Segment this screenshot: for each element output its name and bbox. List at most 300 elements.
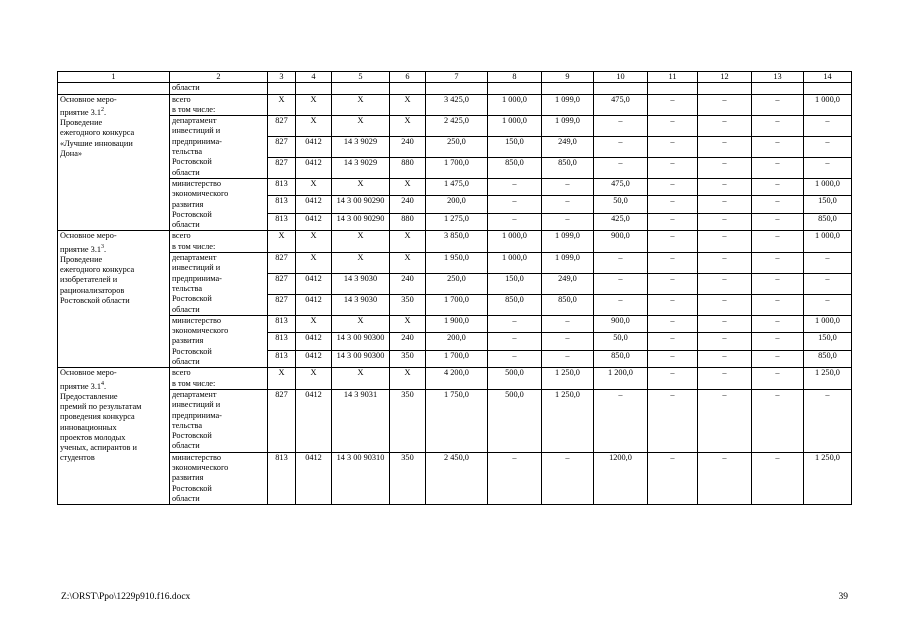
cell-line: экономического xyxy=(172,462,229,472)
cell-line: Ростовской xyxy=(172,346,212,356)
cell-line: предпринима- xyxy=(172,410,222,420)
value-cell: 813 xyxy=(268,350,296,368)
value-cell: 150,0 xyxy=(804,196,852,213)
executor-cell xyxy=(170,231,268,253)
value-cell: 0412 xyxy=(296,294,332,315)
cell-line xyxy=(60,242,167,255)
value-cell: – xyxy=(752,196,804,213)
value-cell: 813 xyxy=(268,196,296,213)
value-cell: – xyxy=(542,213,594,231)
empty-cell xyxy=(426,83,488,94)
value-cell: 250,0 xyxy=(426,137,488,158)
value-cell: 14 3 9029 xyxy=(332,158,390,179)
value-cell: 1 700,0 xyxy=(426,294,488,315)
value-cell: – xyxy=(698,452,752,504)
value-cell: – xyxy=(752,137,804,158)
value-cell: – xyxy=(752,178,804,195)
punctuation: . xyxy=(104,244,107,254)
value-cell: – xyxy=(542,178,594,195)
value-cell: 813 xyxy=(268,333,296,350)
cell-line: области xyxy=(172,357,200,367)
value-cell: – xyxy=(804,158,852,179)
column-number: 5 xyxy=(332,72,390,83)
value-cell: – xyxy=(542,315,594,332)
value-cell: 350 xyxy=(390,350,426,368)
value-cell: Х xyxy=(390,368,426,390)
value-cell: 2 450,0 xyxy=(426,452,488,504)
event-number: приятие 3.1 xyxy=(60,244,102,254)
table-row xyxy=(58,178,852,195)
cell-line: экономического xyxy=(172,189,229,199)
event-number: приятие 3.1 xyxy=(60,381,102,391)
value-cell: – xyxy=(698,231,752,253)
value-cell: 1 000,0 xyxy=(488,116,542,137)
value-cell: Х xyxy=(296,315,332,332)
value-cell: – xyxy=(648,116,698,137)
value-cell: – xyxy=(804,253,852,274)
value-cell: 827 xyxy=(268,137,296,158)
value-cell: – xyxy=(752,213,804,231)
value-cell: 240 xyxy=(390,333,426,350)
value-cell: 827 xyxy=(268,253,296,274)
value-cell: 1 000,0 xyxy=(804,231,852,253)
cell-line: Ростовской xyxy=(172,294,212,304)
cell-line: проведения конкурса xyxy=(60,412,135,422)
value-cell: – xyxy=(698,273,752,294)
value-cell: – xyxy=(698,116,752,137)
value-cell: – xyxy=(752,294,804,315)
executor-cell xyxy=(170,452,268,504)
value-cell: 350 xyxy=(390,294,426,315)
value-cell: 1 475,0 xyxy=(426,178,488,195)
value-cell: Х xyxy=(390,178,426,195)
value-cell: 1 099,0 xyxy=(542,253,594,274)
value-cell: 827 xyxy=(268,116,296,137)
value-cell: – xyxy=(542,350,594,368)
cell-line: Дона» xyxy=(60,148,83,158)
column-number: 13 xyxy=(752,72,804,83)
value-cell: 4 200,0 xyxy=(426,368,488,390)
cell-line: инвестиций и xyxy=(172,400,221,410)
value-cell: Х xyxy=(268,231,296,253)
cell-line: Ростовской xyxy=(172,209,212,219)
value-cell: – xyxy=(752,368,804,390)
column-number: 7 xyxy=(426,72,488,83)
value-cell: Х xyxy=(390,116,426,137)
value-cell: 240 xyxy=(390,196,426,213)
value-cell: 850,0 xyxy=(488,294,542,315)
value-cell: – xyxy=(488,196,542,213)
value-cell: 1 000,0 xyxy=(804,94,852,116)
value-cell: Х xyxy=(332,368,390,390)
value-cell: – xyxy=(752,116,804,137)
value-cell: – xyxy=(752,273,804,294)
value-cell: – xyxy=(752,315,804,332)
value-cell: 813 xyxy=(268,213,296,231)
value-cell: 1 250,0 xyxy=(804,368,852,390)
cell-line: студентов xyxy=(60,453,95,463)
value-cell: – xyxy=(648,231,698,253)
cell-line: тельства xyxy=(172,283,203,293)
cell-line: министерство xyxy=(172,315,222,325)
value-cell: 14 3 00 90290 xyxy=(332,213,390,231)
value-cell: 150,0 xyxy=(488,137,542,158)
value-cell: – xyxy=(698,213,752,231)
value-cell: – xyxy=(752,94,804,116)
cell-line: проектов молодых xyxy=(60,432,126,442)
value-cell: – xyxy=(648,368,698,390)
value-cell: – xyxy=(648,178,698,195)
value-cell: 425,0 xyxy=(594,213,648,231)
cell-line: департамент xyxy=(172,389,217,399)
value-cell: – xyxy=(648,315,698,332)
value-cell: 0412 xyxy=(296,273,332,294)
cell-line: Ростовской xyxy=(172,431,212,441)
value-cell: – xyxy=(752,333,804,350)
value-cell: 827 xyxy=(268,294,296,315)
total-row xyxy=(58,231,852,253)
value-cell: Х xyxy=(296,94,332,116)
cell-line: области xyxy=(172,167,200,177)
value-cell: – xyxy=(594,273,648,294)
value-cell: – xyxy=(648,213,698,231)
value-cell: 3 850,0 xyxy=(426,231,488,253)
value-cell: 500,0 xyxy=(488,368,542,390)
cell-line: тельства xyxy=(172,420,203,430)
value-cell: 1 750,0 xyxy=(426,389,488,452)
value-cell: 1 700,0 xyxy=(426,350,488,368)
cell-line: предпринима- xyxy=(172,273,222,283)
value-cell: 900,0 xyxy=(594,315,648,332)
cell-line: в том числе: xyxy=(172,104,216,114)
column-number: 12 xyxy=(698,72,752,83)
empty-cell xyxy=(268,83,296,94)
value-cell: – xyxy=(698,137,752,158)
value-cell: 14 3 00 90300 xyxy=(332,350,390,368)
value-cell: 0412 xyxy=(296,350,332,368)
empty-cell xyxy=(752,83,804,94)
value-cell: 850,0 xyxy=(804,213,852,231)
punctuation: . xyxy=(104,107,107,117)
value-cell: 1 250,0 xyxy=(804,452,852,504)
executor-cell xyxy=(170,116,268,179)
column-number: 14 xyxy=(804,72,852,83)
cell-line: области xyxy=(172,304,200,314)
value-cell: 813 xyxy=(268,452,296,504)
executor-cell xyxy=(170,94,268,116)
value-cell: – xyxy=(698,158,752,179)
value-cell: – xyxy=(488,178,542,195)
value-cell: Х xyxy=(268,94,296,116)
cell-line: премий по результатам xyxy=(60,401,142,411)
value-cell: 0412 xyxy=(296,452,332,504)
value-cell: 250,0 xyxy=(426,273,488,294)
value-cell: 850,0 xyxy=(542,294,594,315)
executor-cell xyxy=(170,389,268,452)
cell-line: всего xyxy=(172,231,191,241)
value-cell: Х xyxy=(332,116,390,137)
value-cell: – xyxy=(804,389,852,452)
cell-line: всего xyxy=(172,94,191,104)
value-cell: 14 3 00 90300 xyxy=(332,333,390,350)
value-cell: – xyxy=(698,315,752,332)
table-row xyxy=(58,253,852,274)
value-cell: – xyxy=(488,350,542,368)
value-cell: 813 xyxy=(268,315,296,332)
value-cell: 0412 xyxy=(296,213,332,231)
value-cell: 0412 xyxy=(296,158,332,179)
value-cell: 1 700,0 xyxy=(426,158,488,179)
value-cell: Х xyxy=(296,178,332,195)
value-cell: 1 000,0 xyxy=(804,315,852,332)
value-cell: – xyxy=(804,273,852,294)
value-cell: 1 099,0 xyxy=(542,231,594,253)
value-cell: – xyxy=(648,333,698,350)
column-number: 4 xyxy=(296,72,332,83)
value-cell: Х xyxy=(296,231,332,253)
value-cell: 14 3 9031 xyxy=(332,389,390,452)
value-cell: – xyxy=(648,94,698,116)
value-cell: Х xyxy=(332,315,390,332)
header-row xyxy=(58,72,852,83)
cell-line: развития xyxy=(172,199,204,209)
cell-line: департамент xyxy=(172,253,217,263)
value-cell: 1200,0 xyxy=(594,452,648,504)
cell-line: развития xyxy=(172,336,204,346)
value-cell: 475,0 xyxy=(594,178,648,195)
value-cell: Х xyxy=(390,94,426,116)
value-cell: – xyxy=(752,350,804,368)
cell-line: рационализаторов xyxy=(60,285,125,295)
cell-line: в том числе: xyxy=(172,241,216,251)
event-name-cell xyxy=(58,231,170,368)
value-cell: – xyxy=(752,253,804,274)
value-cell: – xyxy=(752,158,804,179)
value-cell: Х xyxy=(390,253,426,274)
cell-line: в том числе: xyxy=(172,378,216,388)
value-cell: – xyxy=(648,389,698,452)
empty-cell xyxy=(542,83,594,94)
value-cell: – xyxy=(698,94,752,116)
value-cell: 350 xyxy=(390,389,426,452)
table-row xyxy=(58,389,852,452)
empty-cell xyxy=(698,83,752,94)
value-cell: 14 3 9029 xyxy=(332,137,390,158)
value-cell: 1 250,0 xyxy=(542,389,594,452)
value-cell: 813 xyxy=(268,178,296,195)
value-cell: – xyxy=(752,389,804,452)
empty-cell xyxy=(488,83,542,94)
value-cell: 200,0 xyxy=(426,196,488,213)
footnote-mark: 4 xyxy=(101,380,105,387)
event-number: приятие 3.1 xyxy=(60,107,102,117)
value-cell: 1 250,0 xyxy=(542,368,594,390)
value-cell: 50,0 xyxy=(594,333,648,350)
value-cell: – xyxy=(648,158,698,179)
cell-line: тельства xyxy=(172,147,203,157)
value-cell: – xyxy=(804,294,852,315)
value-cell: – xyxy=(698,294,752,315)
column-number: 9 xyxy=(542,72,594,83)
value-cell: – xyxy=(648,196,698,213)
value-cell: – xyxy=(698,196,752,213)
value-cell: 827 xyxy=(268,158,296,179)
value-cell: Х xyxy=(296,253,332,274)
cell-line: Основное меро- xyxy=(60,231,117,241)
empty-cell xyxy=(390,83,426,94)
value-cell: 150,0 xyxy=(488,273,542,294)
value-cell: Х xyxy=(332,94,390,116)
footnote-mark: 2 xyxy=(101,106,105,113)
cell-line: экономического xyxy=(172,326,229,336)
executor-cell xyxy=(170,178,268,230)
value-cell: 850,0 xyxy=(804,350,852,368)
value-cell: 1 000,0 xyxy=(488,231,542,253)
value-cell: – xyxy=(594,158,648,179)
value-cell: – xyxy=(488,333,542,350)
value-cell: Х xyxy=(296,368,332,390)
executor-cell xyxy=(170,368,268,390)
table-row xyxy=(58,116,852,137)
value-cell: 1 099,0 xyxy=(542,94,594,116)
empty-cell xyxy=(58,83,170,94)
cell-line: министерство xyxy=(172,452,222,462)
empty-cell xyxy=(804,83,852,94)
value-cell: 475,0 xyxy=(594,94,648,116)
cell-line: области xyxy=(172,493,200,503)
value-cell: Х xyxy=(332,178,390,195)
value-cell: 1 200,0 xyxy=(594,368,648,390)
cell-line: области xyxy=(172,441,200,451)
cell-line: предпринима- xyxy=(172,136,222,146)
cell-line: Ростовской xyxy=(172,483,212,493)
cell-line: области xyxy=(172,220,200,230)
value-cell: – xyxy=(648,273,698,294)
value-cell: 880 xyxy=(390,213,426,231)
value-cell: – xyxy=(488,315,542,332)
value-cell: 1 000,0 xyxy=(488,94,542,116)
value-cell: – xyxy=(594,253,648,274)
event-name-cell xyxy=(58,94,170,231)
value-cell: Х xyxy=(390,315,426,332)
cell-line: инвестиций и xyxy=(172,263,221,273)
column-number: 3 xyxy=(268,72,296,83)
event-name-cell xyxy=(58,368,170,505)
executor-cell xyxy=(170,253,268,316)
cell-line: департамент xyxy=(172,116,217,126)
executor-cell xyxy=(170,315,268,367)
cell-line: всего xyxy=(172,368,191,378)
value-cell: – xyxy=(752,452,804,504)
cell-line xyxy=(60,379,167,392)
cell-line: ежегодного конкурса xyxy=(60,265,135,275)
value-cell: – xyxy=(698,368,752,390)
value-cell: 1 099,0 xyxy=(542,116,594,137)
value-cell: 1 000,0 xyxy=(804,178,852,195)
value-cell: – xyxy=(648,137,698,158)
value-cell: 2 425,0 xyxy=(426,116,488,137)
value-cell: – xyxy=(648,350,698,368)
total-row xyxy=(58,94,852,116)
cell-line: Ростовской xyxy=(172,157,212,167)
value-cell: 1 950,0 xyxy=(426,253,488,274)
column-number: 11 xyxy=(648,72,698,83)
value-cell: – xyxy=(594,389,648,452)
table-row xyxy=(58,315,852,332)
value-cell: Х xyxy=(332,253,390,274)
table-row xyxy=(58,452,852,504)
value-cell: 827 xyxy=(268,389,296,452)
value-cell: Х xyxy=(296,116,332,137)
value-cell: 850,0 xyxy=(542,158,594,179)
value-cell: 0412 xyxy=(296,333,332,350)
value-cell: – xyxy=(594,294,648,315)
cell-line: инвестиций и xyxy=(172,126,221,136)
value-cell: Х xyxy=(390,231,426,253)
value-cell: – xyxy=(542,452,594,504)
value-cell: – xyxy=(698,178,752,195)
value-cell: 880 xyxy=(390,158,426,179)
empty-cell xyxy=(332,83,390,94)
value-cell: 14 3 00 90290 xyxy=(332,196,390,213)
value-cell: 240 xyxy=(390,137,426,158)
empty-cell xyxy=(296,83,332,94)
total-row xyxy=(58,368,852,390)
value-cell: 200,0 xyxy=(426,333,488,350)
value-cell: 14 3 00 90310 xyxy=(332,452,390,504)
value-cell: 350 xyxy=(390,452,426,504)
value-cell: – xyxy=(648,253,698,274)
cell-line: Проведение xyxy=(60,254,103,264)
value-cell: 150,0 xyxy=(804,333,852,350)
value-cell: 1 000,0 xyxy=(488,253,542,274)
column-number: 10 xyxy=(594,72,648,83)
budget-table xyxy=(57,71,852,505)
cell-line: Предоставление xyxy=(60,391,118,401)
cell-line: Проведение xyxy=(60,117,103,127)
value-cell: – xyxy=(542,196,594,213)
column-number: 2 xyxy=(170,72,268,83)
value-cell: – xyxy=(804,137,852,158)
footnote-mark: 3 xyxy=(101,243,105,250)
column-number: 1 xyxy=(58,72,170,83)
value-cell: – xyxy=(698,389,752,452)
value-cell: Х xyxy=(268,368,296,390)
value-cell: – xyxy=(488,452,542,504)
value-cell: – xyxy=(542,333,594,350)
value-cell: 14 3 9030 xyxy=(332,294,390,315)
page-number: 39 xyxy=(838,592,848,602)
continuation-row xyxy=(58,83,852,94)
value-cell: 3 425,0 xyxy=(426,94,488,116)
empty-cell xyxy=(648,83,698,94)
value-cell: 1 275,0 xyxy=(426,213,488,231)
value-cell: 500,0 xyxy=(488,389,542,452)
value-cell: 827 xyxy=(268,273,296,294)
value-cell: – xyxy=(594,116,648,137)
value-cell: 900,0 xyxy=(594,231,648,253)
value-cell: 0412 xyxy=(296,137,332,158)
value-cell: 14 3 9030 xyxy=(332,273,390,294)
value-cell: – xyxy=(698,350,752,368)
executor-cell: области xyxy=(170,83,268,94)
value-cell: 850,0 xyxy=(594,350,648,368)
value-cell: – xyxy=(594,137,648,158)
value-cell: 850,0 xyxy=(488,158,542,179)
cell-line: министерство xyxy=(172,178,222,188)
value-cell: – xyxy=(488,213,542,231)
cell-line: ежегодного конкурса xyxy=(60,128,135,138)
